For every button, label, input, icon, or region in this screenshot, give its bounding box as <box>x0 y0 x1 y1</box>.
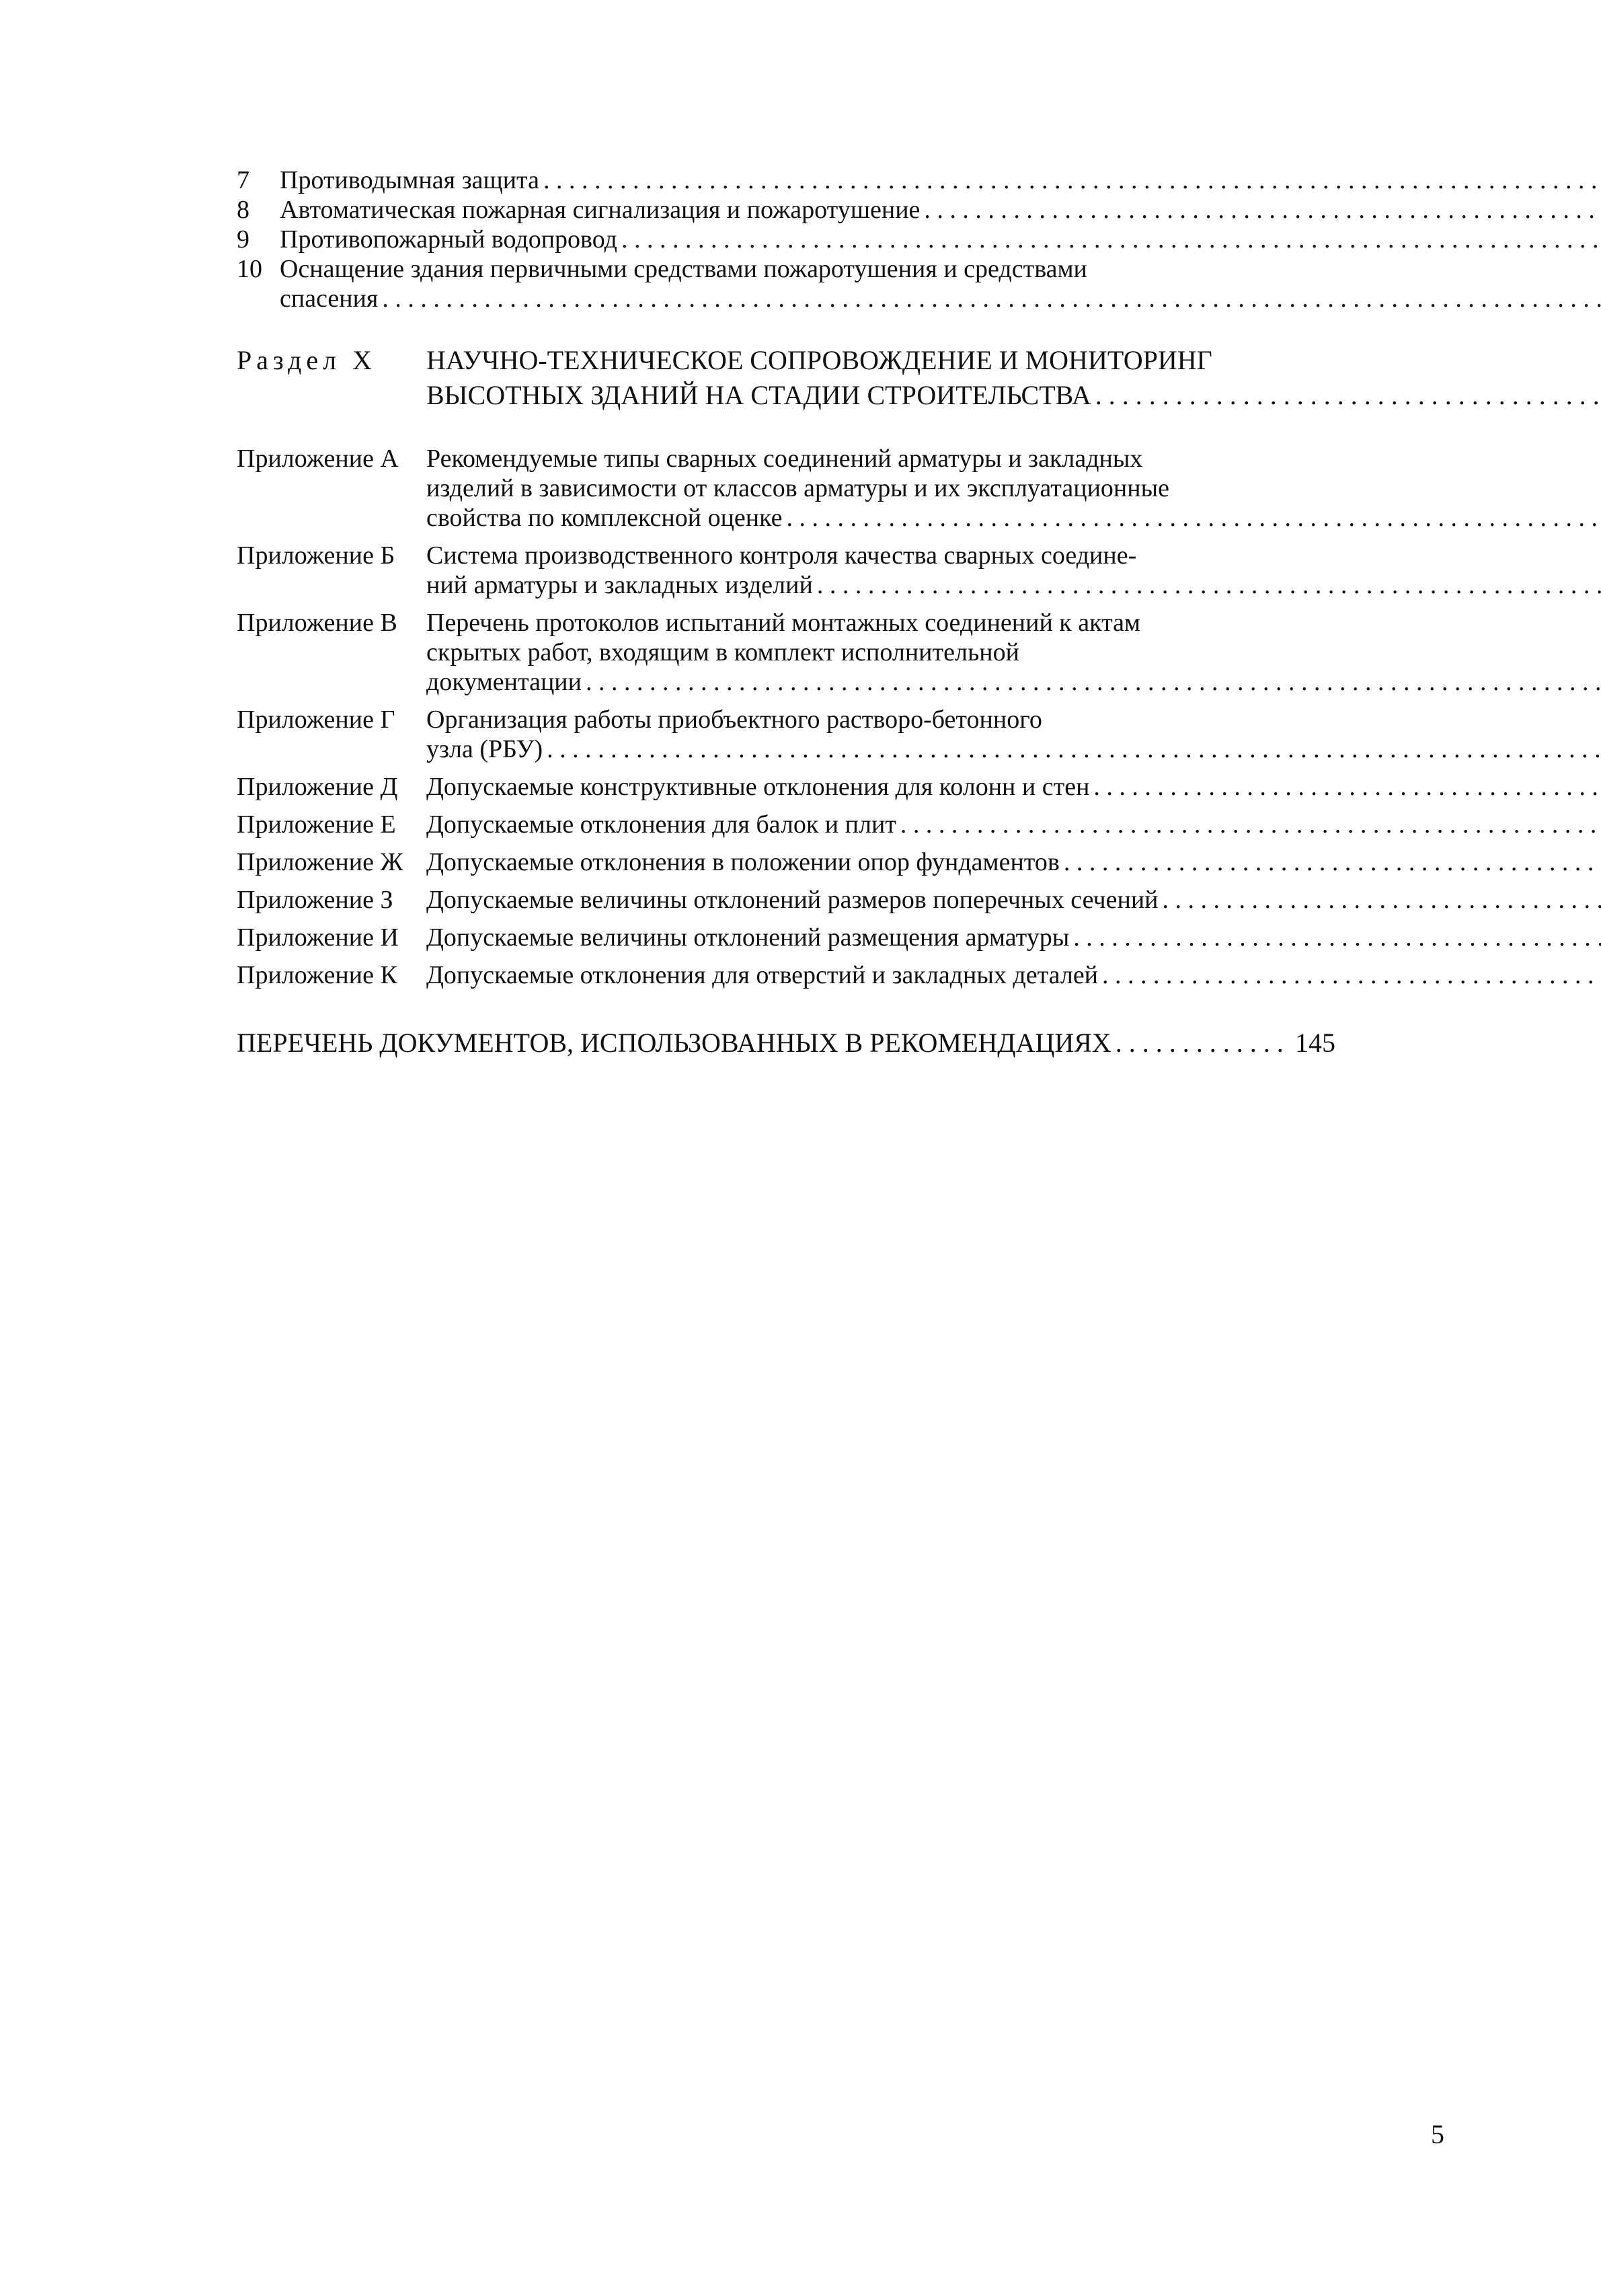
dot-leader <box>1073 923 1601 952</box>
appendix-title: Допускаемые величины отклонений размеров поперечных сечений <box>426 886 1159 914</box>
appendix-label: Приложение Д <box>237 773 398 801</box>
toc-appendix-i[interactable] <box>237 923 1335 952</box>
dot-leader <box>547 734 1601 764</box>
toc-appendix-g[interactable] <box>237 705 1335 764</box>
appendix-title-line: Перечень протоколов испытаний монтажных соединений к актам <box>426 609 1141 637</box>
item-title-line: Оснащение здания первичными средствами пожаротушения и средствами <box>280 255 1087 283</box>
appendix-title: ний арматуры и закладных изделий <box>426 571 813 599</box>
item-title: Автоматическая пожарная сигнализация и пожаротушение <box>280 196 921 224</box>
toc-item-9[interactable] <box>237 225 1335 254</box>
section-title: ВЫСОТНЫХ ЗДАНИЙ НА СТАДИИ СТРОИТЕЛЬСТВА <box>426 380 1091 410</box>
dot-leader <box>1102 960 1601 990</box>
toc-item-10[interactable] <box>237 254 1335 313</box>
dot-leader <box>1095 378 1601 413</box>
toc-appendix-e[interactable] <box>237 810 1335 839</box>
appendix-label: Приложение Ж <box>237 848 403 876</box>
appendix-label: Приложение Б <box>237 541 395 570</box>
dot-leader <box>924 195 1601 225</box>
appendix-title-line: Рекомендуемые типы сварных соединений арматуры и закладных <box>426 445 1143 473</box>
references-page: 145 <box>1295 1028 1335 1058</box>
dot-leader <box>787 503 1601 533</box>
dot-leader <box>543 165 1601 195</box>
toc-appendix-v[interactable] <box>237 608 1335 697</box>
toc-appendix-a[interactable] <box>237 444 1335 533</box>
item-number: 10 <box>237 255 262 283</box>
section-items <box>237 165 1335 313</box>
appendix-title: документации <box>426 668 582 696</box>
item-title: Противодымная защита <box>280 166 539 194</box>
appendix-title: свойства по комплексной оценке <box>426 504 783 532</box>
page-number: 5 <box>1431 2119 1444 2149</box>
dot-leader <box>586 667 1601 697</box>
appendix-label: Приложение А <box>237 445 399 473</box>
appendix-label: Приложение К <box>237 961 397 989</box>
dot-leader <box>382 284 1601 313</box>
appendix-title: Допускаемые конструктивные отклонения для колонн и стен <box>426 773 1090 801</box>
dot-leader <box>1093 772 1601 802</box>
appendices-list <box>237 444 1335 998</box>
item-title: спасения <box>280 284 379 313</box>
item-number: 8 <box>237 196 249 224</box>
item-title: Противопожарный водопровод <box>280 225 617 254</box>
appendix-title: Допускаемые отклонения в положении опор фундаментов <box>426 848 1060 876</box>
appendix-title: Допускаемые отклонения для балок и плит <box>426 810 896 839</box>
dot-leader <box>900 810 1601 839</box>
toc-appendix-d[interactable] <box>237 772 1335 802</box>
toc-appendix-b[interactable] <box>237 541 1335 600</box>
item-number: 9 <box>237 225 249 254</box>
dot-leader <box>1116 1026 1291 1061</box>
dot-leader <box>1163 885 1601 915</box>
toc-appendix-zh[interactable] <box>237 847 1335 877</box>
dot-leader <box>817 570 1601 600</box>
references-title: ПЕРЕЧЕНЬ ДОКУМЕНТОВ, ИСПОЛЬЗОВАННЫХ В РЕКОМЕНДАЦИЯХ <box>237 1028 1111 1058</box>
appendix-title: Допускаемые отклонения для отверстий и закладных деталей <box>426 961 1099 989</box>
toc-item-8[interactable] <box>237 195 1335 225</box>
dot-leader <box>621 225 1601 254</box>
appendix-label: Приложение Е <box>237 810 396 839</box>
appendix-label: Приложение В <box>237 609 397 637</box>
toc-appendix-k[interactable] <box>237 960 1335 990</box>
toc-references[interactable] <box>237 1026 1335 1061</box>
appendix-label: Приложение З <box>237 886 393 914</box>
appendix-title-line: скрытых работ, входящим в комплект исполнительной <box>426 638 1019 666</box>
appendix-title-line: изделий в зависимости от классов арматуры и их эксплуатационные <box>426 474 1169 502</box>
appendix-title-line: Организация работы приобъектного растворо-бетонного <box>426 705 1042 734</box>
appendix-title-line: Система производственного контроля качества сварных соедине- <box>426 541 1137 570</box>
toc-item-7[interactable] <box>237 165 1335 195</box>
appendix-label: Приложение И <box>237 923 399 952</box>
appendix-title: Допускаемые величины отклонений размещения арматуры <box>426 923 1070 952</box>
toc-appendix-z[interactable] <box>237 885 1335 915</box>
item-number: 7 <box>237 166 249 194</box>
section-label: Раздел X <box>237 345 377 375</box>
appendix-label: Приложение Г <box>237 705 395 734</box>
section-title-line: НАУЧНО-ТЕХНИЧЕСКОЕ СОПРОВОЖДЕНИЕ И МОНИТОРИНГ <box>426 345 1212 375</box>
dot-leader <box>1064 847 1601 877</box>
toc-section-x[interactable] <box>237 343 1335 413</box>
appendix-title: узла (РБУ) <box>426 735 543 763</box>
